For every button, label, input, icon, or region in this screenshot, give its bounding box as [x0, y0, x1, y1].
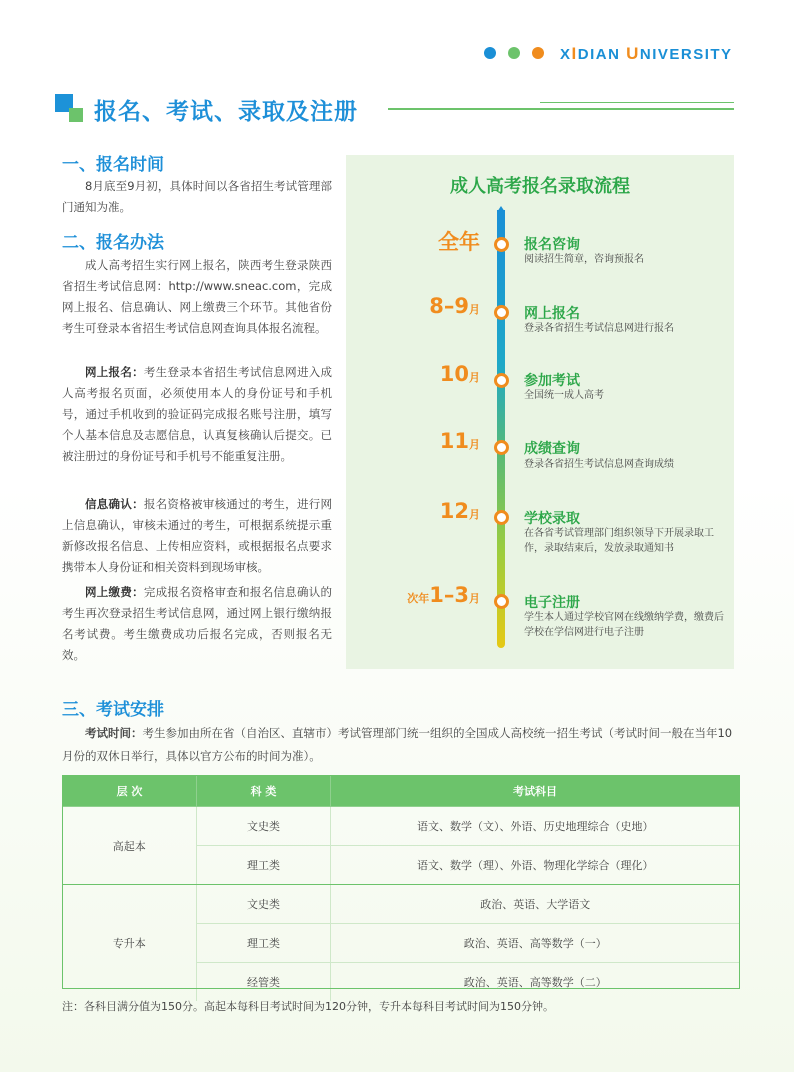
flow-step-desc: 阅读招生简章，咨询预报名	[524, 254, 644, 265]
flow-step-desc: 学生本人通过学校官网在线缴纳学费，缴费后学校在学信网进行电子注册	[524, 612, 724, 638]
section2-item-online-registration: 网上报名：考生登录本省招生考试信息网进入成人高考报名页面，必须使用本人的身份证号和手机号，通过手机收到的验证码完成报名账号注册，填写个人基本信息及志愿信息，认真复核确认后提交。已被注册过的身份证号和手机号不能重复注册。	[62, 365, 332, 463]
flow-step-time: 全年	[438, 230, 480, 254]
page-title: 报名、考试、录取及注册	[94, 99, 358, 125]
flow-step-desc: 登录各省招生考试信息网进行报名	[524, 323, 674, 334]
title-square-icon	[55, 94, 85, 124]
flow-step-title: 报名咨询	[524, 237, 580, 253]
category-cell: 文史类	[197, 807, 331, 846]
exam-table	[62, 775, 740, 1001]
flow-node-icon	[494, 594, 509, 609]
title-divider	[388, 108, 734, 110]
subjects-cell: 政治、英语、高等数学（二）	[463, 976, 607, 989]
header-dots	[484, 47, 544, 59]
section1-text: 8月底至9月初，具体时间以各省招生考试管理部门通知为准。	[62, 179, 332, 214]
flow-step-time: 11月	[439, 429, 480, 453]
flow-step-title: 成绩查询	[524, 441, 580, 457]
subjects-cell: 政治、英语、高等数学（一）	[331, 924, 740, 963]
category-cell: 文史类	[197, 885, 331, 924]
flow-title: 成人高考报名录取流程	[450, 176, 630, 197]
table-header: 层 次	[63, 776, 197, 807]
flow-step-desc: 登录各省招生考试信息网查询成绩	[524, 459, 674, 470]
section2-heading: 二、报名办法	[62, 233, 164, 253]
flow-node-icon	[494, 510, 509, 525]
flow-node-icon	[494, 440, 509, 455]
flow-node-icon	[494, 237, 509, 252]
subjects-cell: 政治、英语、大学语文	[331, 885, 740, 924]
university-brand: XIDIAN UNIVERSITY	[560, 44, 733, 63]
subjects-cell: 语文、数学（理）、外语、物理化学综合（理化）	[331, 846, 740, 885]
flow-step-desc: 全国统一成人高考	[524, 390, 604, 401]
category-cell: 经管类	[197, 963, 331, 1002]
category-cell: 理工类	[197, 924, 331, 963]
flow-step-desc: 在各省考试管理部门组织领导下开展录取工作，录取结束后，发放录取通知书	[524, 528, 714, 554]
flow-step-time: 次年1–3月	[407, 583, 480, 607]
section3-heading: 三、考试安排	[62, 700, 164, 720]
section1-heading: 一、报名时间	[62, 155, 164, 175]
flow-step-title: 学校录取	[524, 511, 580, 527]
title-divider-thin	[540, 102, 734, 103]
flow-timeline-bar	[497, 210, 505, 648]
orange-dot-icon	[532, 47, 544, 59]
level-cell: 高起本	[63, 807, 197, 885]
flow-step-title: 网上报名	[524, 306, 580, 322]
flow-step-time: 8–9月	[429, 294, 480, 318]
flow-step-time: 12月	[439, 499, 480, 523]
subjects-cell: 语文、数学（文）、外语、历史地理综合（史地）	[331, 807, 740, 846]
exam-time-text: 考试时间：考生参加由所在省（自治区、直辖市）考试管理部门统一组织的全国成人高校统一招生考试（考试时间一般在当年10月份的双休日举行，具体以官方公布的时间为准）。	[62, 726, 733, 763]
flow-step-title: 参加考试	[524, 373, 580, 389]
table-header: 科 类	[197, 776, 331, 807]
section2-intro: 成人高考招生实行网上报名，陕西考生登录陕西省招生考试信息网：http://www.sneac.com，完成网上报名、信息确认、网上缴费三个环节。其他省份考生可登录本省招生考试信息网查询具体报名流程。	[62, 258, 332, 335]
category-cell: 理工类	[197, 846, 331, 885]
blue-dot-icon	[484, 47, 496, 59]
section2-item-online-payment: 网上缴费：完成报名资格审查和报名信息确认的考生再次登录招生考试信息网，通过网上银行缴纳报名考试费。考生缴费成功后报名完成，否则报名无效。	[62, 585, 332, 662]
flow-node-icon	[494, 373, 509, 388]
table-header-row	[63, 776, 740, 807]
level-cell: 专升本	[63, 885, 197, 1002]
flow-step-title: 电子注册	[524, 595, 580, 611]
table-header: 考试科目	[331, 776, 740, 807]
green-dot-icon	[508, 47, 520, 59]
table-row	[63, 885, 740, 924]
flow-node-icon	[494, 305, 509, 320]
exam-note: 注：各科目满分值为150分。高起本每科目考试时间为120分钟，专升本每科目考试时间为150分钟。	[62, 1000, 554, 1013]
table-row	[63, 807, 740, 846]
flow-step-time: 10月	[439, 362, 480, 386]
section2-item-info-confirm: 信息确认：报名资格被审核通过的考生，进行网上信息确认，审核未通过的考生，可根据系统提示重新修改报名信息、上传相应资料，或根据报名点要求携带本人身份证和相关资料到现场审核。	[62, 497, 332, 574]
